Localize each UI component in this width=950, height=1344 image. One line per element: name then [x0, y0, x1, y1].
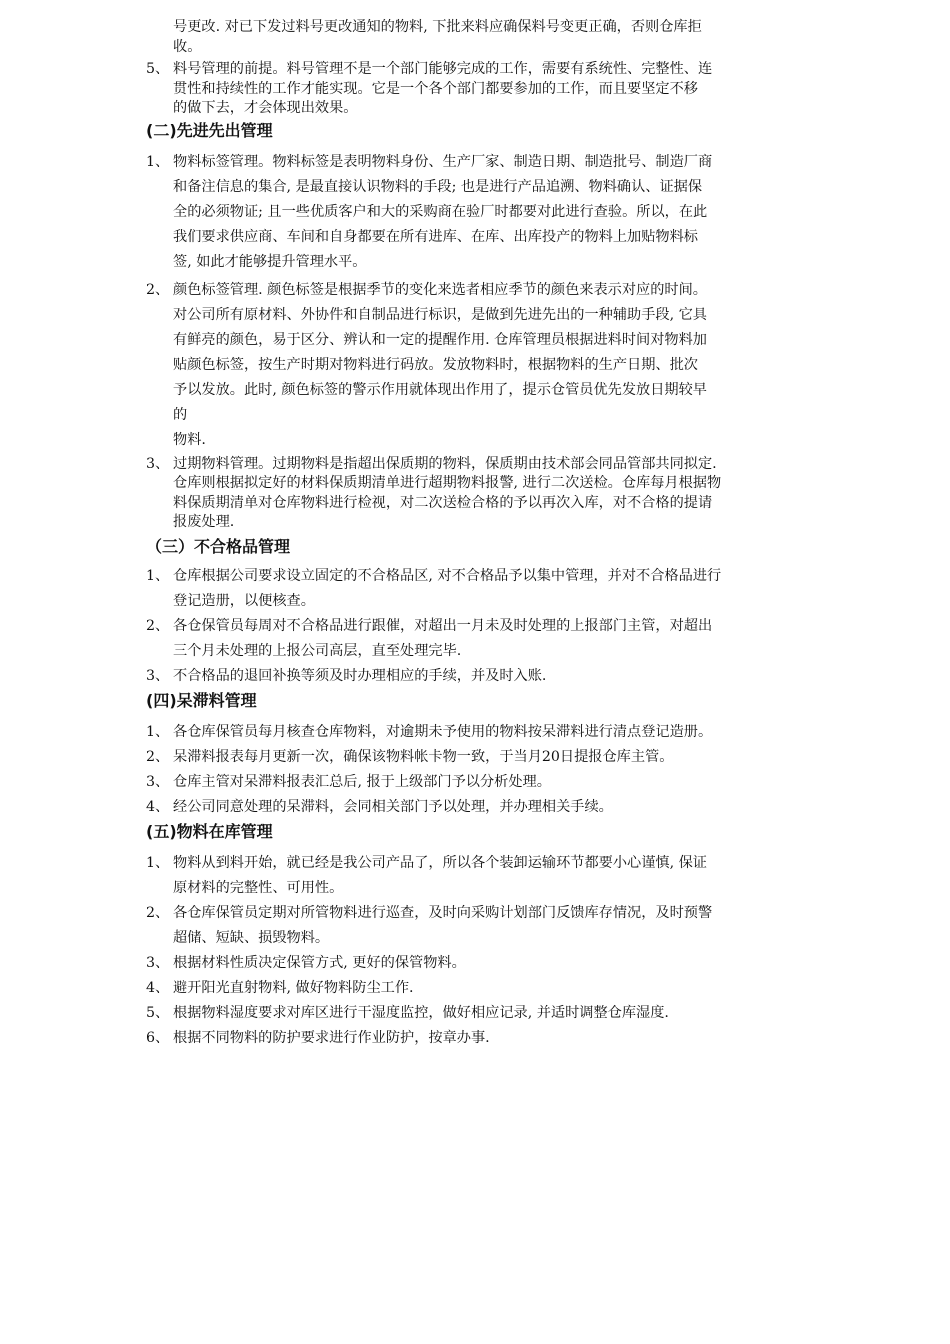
text-line: 仓库则根据拟定好的材料保质期清单进行超期物料报警, 进行二次送检。仓库每月根据物: [173, 475, 722, 491]
text-line: 物料标签管理。物料标签是表明物料身份、生产厂家、制造日期、制造批号、制造厂商: [173, 153, 713, 170]
text-line: 仓库根据公司要求设立固定的不合格品区, 对不合格品予以集中管理，并对不合格品进行: [173, 567, 722, 584]
text-line: 根据材料性质决定保管方式, 更好的保管物料。: [173, 954, 466, 971]
item-number: 1、: [146, 567, 170, 584]
text-line: 和备注信息的集合, 是最直接认识物料的手段; 也是进行产品追溯、物料确认、证据保: [173, 178, 703, 195]
item-number: 4、: [146, 798, 170, 815]
section-heading: (五)物料在库管理: [146, 821, 273, 841]
item-number: 3、: [146, 954, 170, 971]
list-item: [146, 720, 822, 745]
text-line: 原材料的完整性、可用性。: [173, 879, 344, 896]
text-line: 收。: [173, 38, 202, 55]
list-item: [146, 664, 822, 689]
text-line: 经公司同意处理的呆滞料，会同相关部门予以处理，并办理相关手续。: [173, 798, 613, 815]
text-line: 号更改. 对已下发过料号更改通知的物料, 下批来料应确保料号变更正确，否则仓库拒: [173, 19, 702, 35]
list-item: [146, 951, 822, 976]
text-line: 各仓库保管员定期对所管物料进行巡查，及时向采购计划部门反馈库存情况，及时预警: [173, 904, 713, 921]
text-line: 贴颜色标签，按生产时期对物料进行码放。发放物料时，根据物料的生产日期、批次: [173, 356, 698, 373]
text-line: 我们要求供应商、车间和自身都要在所有进库、在库、出库投产的物料上加贴物料标: [173, 228, 698, 245]
text-line: 三个月未处理的上报公司高层，直至处理完毕.: [173, 642, 462, 659]
list-item: [146, 901, 822, 951]
item-number: 2、: [146, 904, 170, 921]
item-number: 3、: [146, 773, 170, 790]
item-number: 5、: [146, 61, 170, 77]
list-item: [146, 455, 822, 533]
list-item: [146, 614, 822, 664]
item-number: 3、: [146, 667, 170, 684]
list-item: [146, 18, 822, 57]
text-line: 有鲜亮的颜色，易于区分、辨认和一定的提醒作用. 仓库管理员根据进料时间对物料加: [173, 331, 707, 348]
list-item: [146, 795, 822, 820]
list-item: [146, 770, 822, 795]
section-heading: (二)先进先出管理: [146, 120, 273, 140]
list-item: [146, 564, 822, 614]
text-line: 根据不同物料的防护要求进行作业防护，按章办事.: [173, 1029, 490, 1046]
text-line: 呆滞料报表每月更新一次，确保该物料帐卡物一致，于当月20日提报仓库主管。: [173, 748, 674, 765]
list-item: [146, 745, 822, 770]
text-line: 全的必须物证; 且一些优质客户和大的采购商在验厂时都要对此进行查验。所以，在此: [173, 203, 708, 220]
list-item: [146, 150, 822, 275]
list-item: [146, 851, 822, 901]
text-line: 签, 如此才能够提升管理水平。: [173, 253, 367, 270]
item-number: 3、: [146, 455, 170, 472]
text-line: 物料从到料开始，就已经是我公司产品了，所以各个装卸运输环节都要小心谨慎, 保证: [173, 854, 707, 871]
text-line: 仓库主管对呆滞料报表汇总后, 报于上级部门予以分析处理。: [173, 773, 551, 790]
list-item: [146, 278, 822, 453]
text-line: 料号管理的前提。料号管理不是一个部门能够完成的工作，需要有系统性、完整性、连: [173, 61, 713, 77]
list-item: [146, 60, 822, 119]
item-number: 2、: [146, 748, 170, 765]
text-line: 登记造册，以便核查。: [173, 592, 315, 609]
text-line: 过期物料管理。过期物料是指超出保质期的物料，保质期由技术部会同品管部共同拟定.: [173, 455, 717, 472]
item-number: 5、: [146, 1004, 170, 1021]
item-number: 2、: [146, 617, 170, 634]
list-item: [146, 1026, 822, 1051]
document-body: [146, 18, 822, 1051]
text-line: 的: [173, 406, 188, 423]
text-line: 报废处理.: [173, 514, 235, 530]
text-line: 予以发放。此时, 颜色标签的警示作用就体现出作用了，提示仓管员优先发放日期较早: [173, 381, 707, 398]
text-line: 贯性和持续性的工作才能实现。它是一个各个部门都要参加的工作，而且要坚定不移: [173, 80, 698, 97]
text-line: 物料.: [173, 431, 206, 448]
text-line: 各仓库保管员每月核查仓库物料，对逾期未予使用的物料按呆滞料进行清点登记造册。: [173, 723, 713, 740]
list-item: [146, 976, 822, 1001]
text-line: 对公司所有原材料、外协件和自制品进行标识，是做到先进先出的一种辅助手段, 它具: [173, 306, 707, 323]
text-line: 根据物料湿度要求对库区进行干湿度监控，做好相应记录, 并适时调整仓库湿度.: [173, 1004, 669, 1021]
text-line: 超储、短缺、损毁物料。: [173, 929, 330, 946]
item-number: 6、: [146, 1029, 170, 1046]
item-number: 4、: [146, 979, 170, 996]
item-number: 1、: [146, 153, 170, 170]
list-item: [146, 1001, 822, 1026]
item-number: 1、: [146, 854, 170, 871]
section-heading: （三）不合格品管理: [146, 536, 291, 556]
item-number: 1、: [146, 723, 170, 740]
text-line: 不合格品的退回补换等须及时办理相应的手续，并及时入账.: [173, 667, 547, 684]
text-line: 的做下去，才会体现出效果。: [173, 100, 358, 116]
item-number: 2、: [146, 281, 170, 298]
text-line: 料保质期清单对仓库物料进行检视，对二次送检合格的予以再次入库，对不合格的提请: [173, 494, 713, 511]
text-line: 颜色标签管理. 颜色标签是根据季节的变化来选者相应季节的颜色来表示对应的时间。: [173, 281, 707, 298]
text-line: 各仓保管员每周对不合格品进行跟催，对超出一月未及时处理的上报部门主管，对超出: [173, 617, 713, 634]
section-heading: (四)呆滞料管理: [146, 690, 257, 710]
text-line: 避开阳光直射物料, 做好物料防尘工作.: [173, 979, 414, 996]
